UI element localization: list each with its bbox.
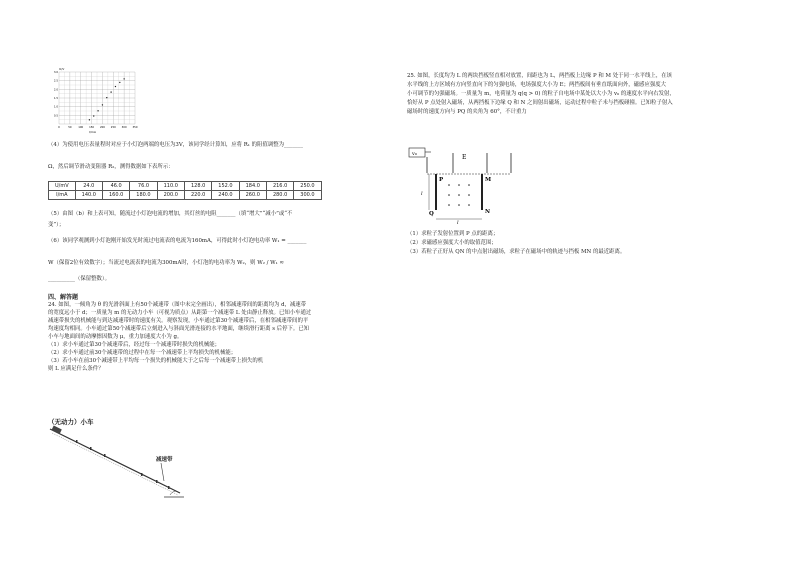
q24-stem: [48, 301, 311, 373]
table-cell: 220.0: [184, 191, 211, 200]
q24-line: 小车与地面间的动摩擦因数为 μ，重力加速度大小为 g。: [48, 334, 183, 340]
table-cell: 128.0: [184, 182, 211, 191]
table-cell: 180.0: [130, 191, 157, 200]
x-tick-label: 250: [110, 126, 116, 129]
q25-line: 磁场时的速度方向与 PQ 的夹角为 60°，不计重力: [407, 109, 527, 115]
q25-sub: （3）若粒子正好从 QN 的中点射出磁场，求粒子在磁场中的轨迹与挡板 MN 的最近距离。: [407, 249, 626, 255]
table-cell: 184.0: [239, 182, 266, 191]
graph-y-label: U/V: [59, 67, 65, 71]
q23-part5b: 变”）；: [48, 222, 65, 228]
table-cell: 240.0: [212, 191, 239, 200]
q25-line: 25. 如图，长度均为 L 的两块挡板竖直相对放置，间距也为 L，两挡板上边缘 P 和 M 处于同一水平线上，在该: [407, 73, 672, 79]
y-tick-label: 2.5: [53, 79, 58, 83]
table-cell: 24.0: [75, 182, 102, 191]
data-point: [110, 91, 111, 92]
y-tick-label: 1.5: [53, 97, 58, 100]
svg-text:N: N: [485, 209, 491, 215]
svg-text:E: E: [462, 154, 467, 161]
table-cell: 76.0: [130, 182, 157, 191]
plate-left: [435, 174, 437, 210]
table-cell: 260.0: [239, 191, 266, 200]
x-tick-label: 100: [78, 126, 84, 129]
data-point: [123, 78, 124, 79]
band-label: 减速带: [156, 457, 173, 463]
q25-stem: [407, 72, 675, 117]
q25-sub: （1）求粒子发射位置到 P 点的距离；: [407, 231, 499, 237]
data-point: [106, 97, 107, 98]
data-point: [119, 82, 120, 83]
table-cell: 300.0: [294, 191, 321, 200]
incline-figure: [46, 425, 186, 500]
q24-sub: （2）求小车通过前30个减速带的过程中在每一个减速带上平均损失的机械能；: [48, 350, 237, 356]
plate-right: [481, 174, 483, 210]
x-tick-label: 0: [58, 126, 60, 129]
table-cell: U/mV: [49, 182, 76, 191]
graph-x-label: I/mA: [89, 130, 96, 134]
x-tick-label: 300: [121, 126, 127, 129]
q25-line: 水平线的上方区域有方向竖直向下的匀强电场，电场强度大小为 E；两挡板间有垂直纸面向外，磁感应强度大: [407, 82, 667, 88]
q24-sub: 则 L 应满足什么条件？: [48, 366, 104, 372]
field-figure: [407, 145, 517, 225]
car-label: （无动力）小车: [48, 418, 94, 426]
svg-text:l: l: [421, 191, 423, 197]
table-cell: 46.0: [102, 182, 129, 191]
table-cell: 160.0: [102, 191, 129, 200]
q23-part6: （6）该同学观测到小灯泡刚开始发光时流过电流表的电流为160mA，可得此时小灯泡电功率 W₁ = _______: [48, 238, 307, 244]
table-cell: 140.0: [75, 191, 102, 200]
q23-part4b: Ω，然后调节滑动变阻器 R₂，测得数据如下表所示：: [48, 164, 174, 170]
svg-text:Q: Q: [429, 211, 434, 217]
svg-text:P: P: [439, 177, 444, 183]
q25-line: 恰好从 P 点处射入磁场，从两挡板下边缘 Q 和 N 之间射出磁场，运动过程中粒子未与挡板碰撞。已知粒子射入: [407, 100, 673, 106]
x-tick-label: 50: [68, 126, 72, 129]
y-tick-label: 3.0: [53, 71, 58, 74]
q24-line: 均速度均相同。小车通过第50个减速带后立刻进入与斜面光滑连接的水平地面，继续滑行距离 s 后停下。已知: [48, 326, 310, 332]
q23-part4: （4）为使用电压表量程时对应于小灯泡两端的电压为3V，该同学经计算知，应将 R₁ 的阻值调整为_______: [48, 142, 303, 148]
x-tick-label: 150: [89, 126, 95, 129]
q24-sub: （3）若小车在前30个减速带上平均每一个损失的机械能大于之后每一个减速带上损失的机: [48, 358, 264, 364]
q25-subs: [407, 230, 625, 257]
y-tick-label: 0.5: [53, 114, 58, 118]
table-cell: 280.0: [266, 191, 293, 200]
y-tick-label: 1.0: [53, 105, 58, 109]
y-tick-label: 2.0: [53, 88, 58, 92]
svg-text:M: M: [485, 177, 492, 183]
q24-line: 的宽度远小于 d；一质量为 m 的无动力小车（可视为质点）从距第一个减速带 L 处由静止释放。已知小车通过: [48, 310, 312, 316]
data-point: [89, 119, 90, 120]
q23-part5: （5）由图（b）和上表可知，随流过小灯泡电流的增加，其灯丝的电阻_______（填“增大”“减小”或“不: [48, 211, 293, 217]
svg-text:l: l: [457, 220, 459, 225]
section-title: 四、解答题: [48, 294, 79, 301]
table-row-i: [49, 191, 322, 200]
data-point: [97, 110, 98, 111]
table-row-u: [49, 182, 322, 191]
table-cell: 216.0: [266, 182, 293, 191]
table-cell: I/mA: [49, 191, 76, 200]
q23-part6b: W（保留2位有效数字）；当流过电流表的电流为300mA时，小灯泡的电功率为 W₂，则 W₂ / W₁ ≈: [48, 260, 285, 266]
data-point: [102, 104, 103, 105]
x-tick-label: 350: [132, 126, 138, 129]
q25-sub: （2）求磁感应强度大小的取值范围；: [407, 240, 497, 246]
q25-line: 小可调节的匀强磁场。一质量为 m，电荷量为 q(q > 0) 的粒子自电场中某处以大小为 v₀ 的速度水平向右发射，: [407, 91, 675, 97]
table-cell: 250.0: [294, 182, 321, 191]
data-table: [48, 181, 322, 200]
iv-graph: [45, 64, 140, 134]
data-point: [115, 86, 116, 87]
table-cell: 152.0: [212, 182, 239, 191]
q24-line: 减速带损失的机械能与到达减速带时的速度有关。观察发现，小车通过第30个减速带后，在相邻减速带间的平: [48, 318, 309, 324]
q24-sub: （1）求小车通过第30个减速带后，经过每一个减速带时损失的机械能；: [48, 342, 221, 348]
q23-part6c: __________（保留整数）。: [48, 276, 110, 282]
graph-grid: [59, 72, 135, 124]
table-cell: 110.0: [157, 182, 184, 191]
table-cell: 200.0: [157, 191, 184, 200]
svg-text:v₀: v₀: [412, 151, 417, 157]
data-point: [93, 115, 94, 116]
q24-line: 24. 如图，一倾角为 θ 的光滑斜面上有50个减速带（图中未完全画出），相邻减速带间的距离均为 d，减速带: [48, 302, 307, 308]
x-tick-label: 200: [99, 126, 105, 129]
